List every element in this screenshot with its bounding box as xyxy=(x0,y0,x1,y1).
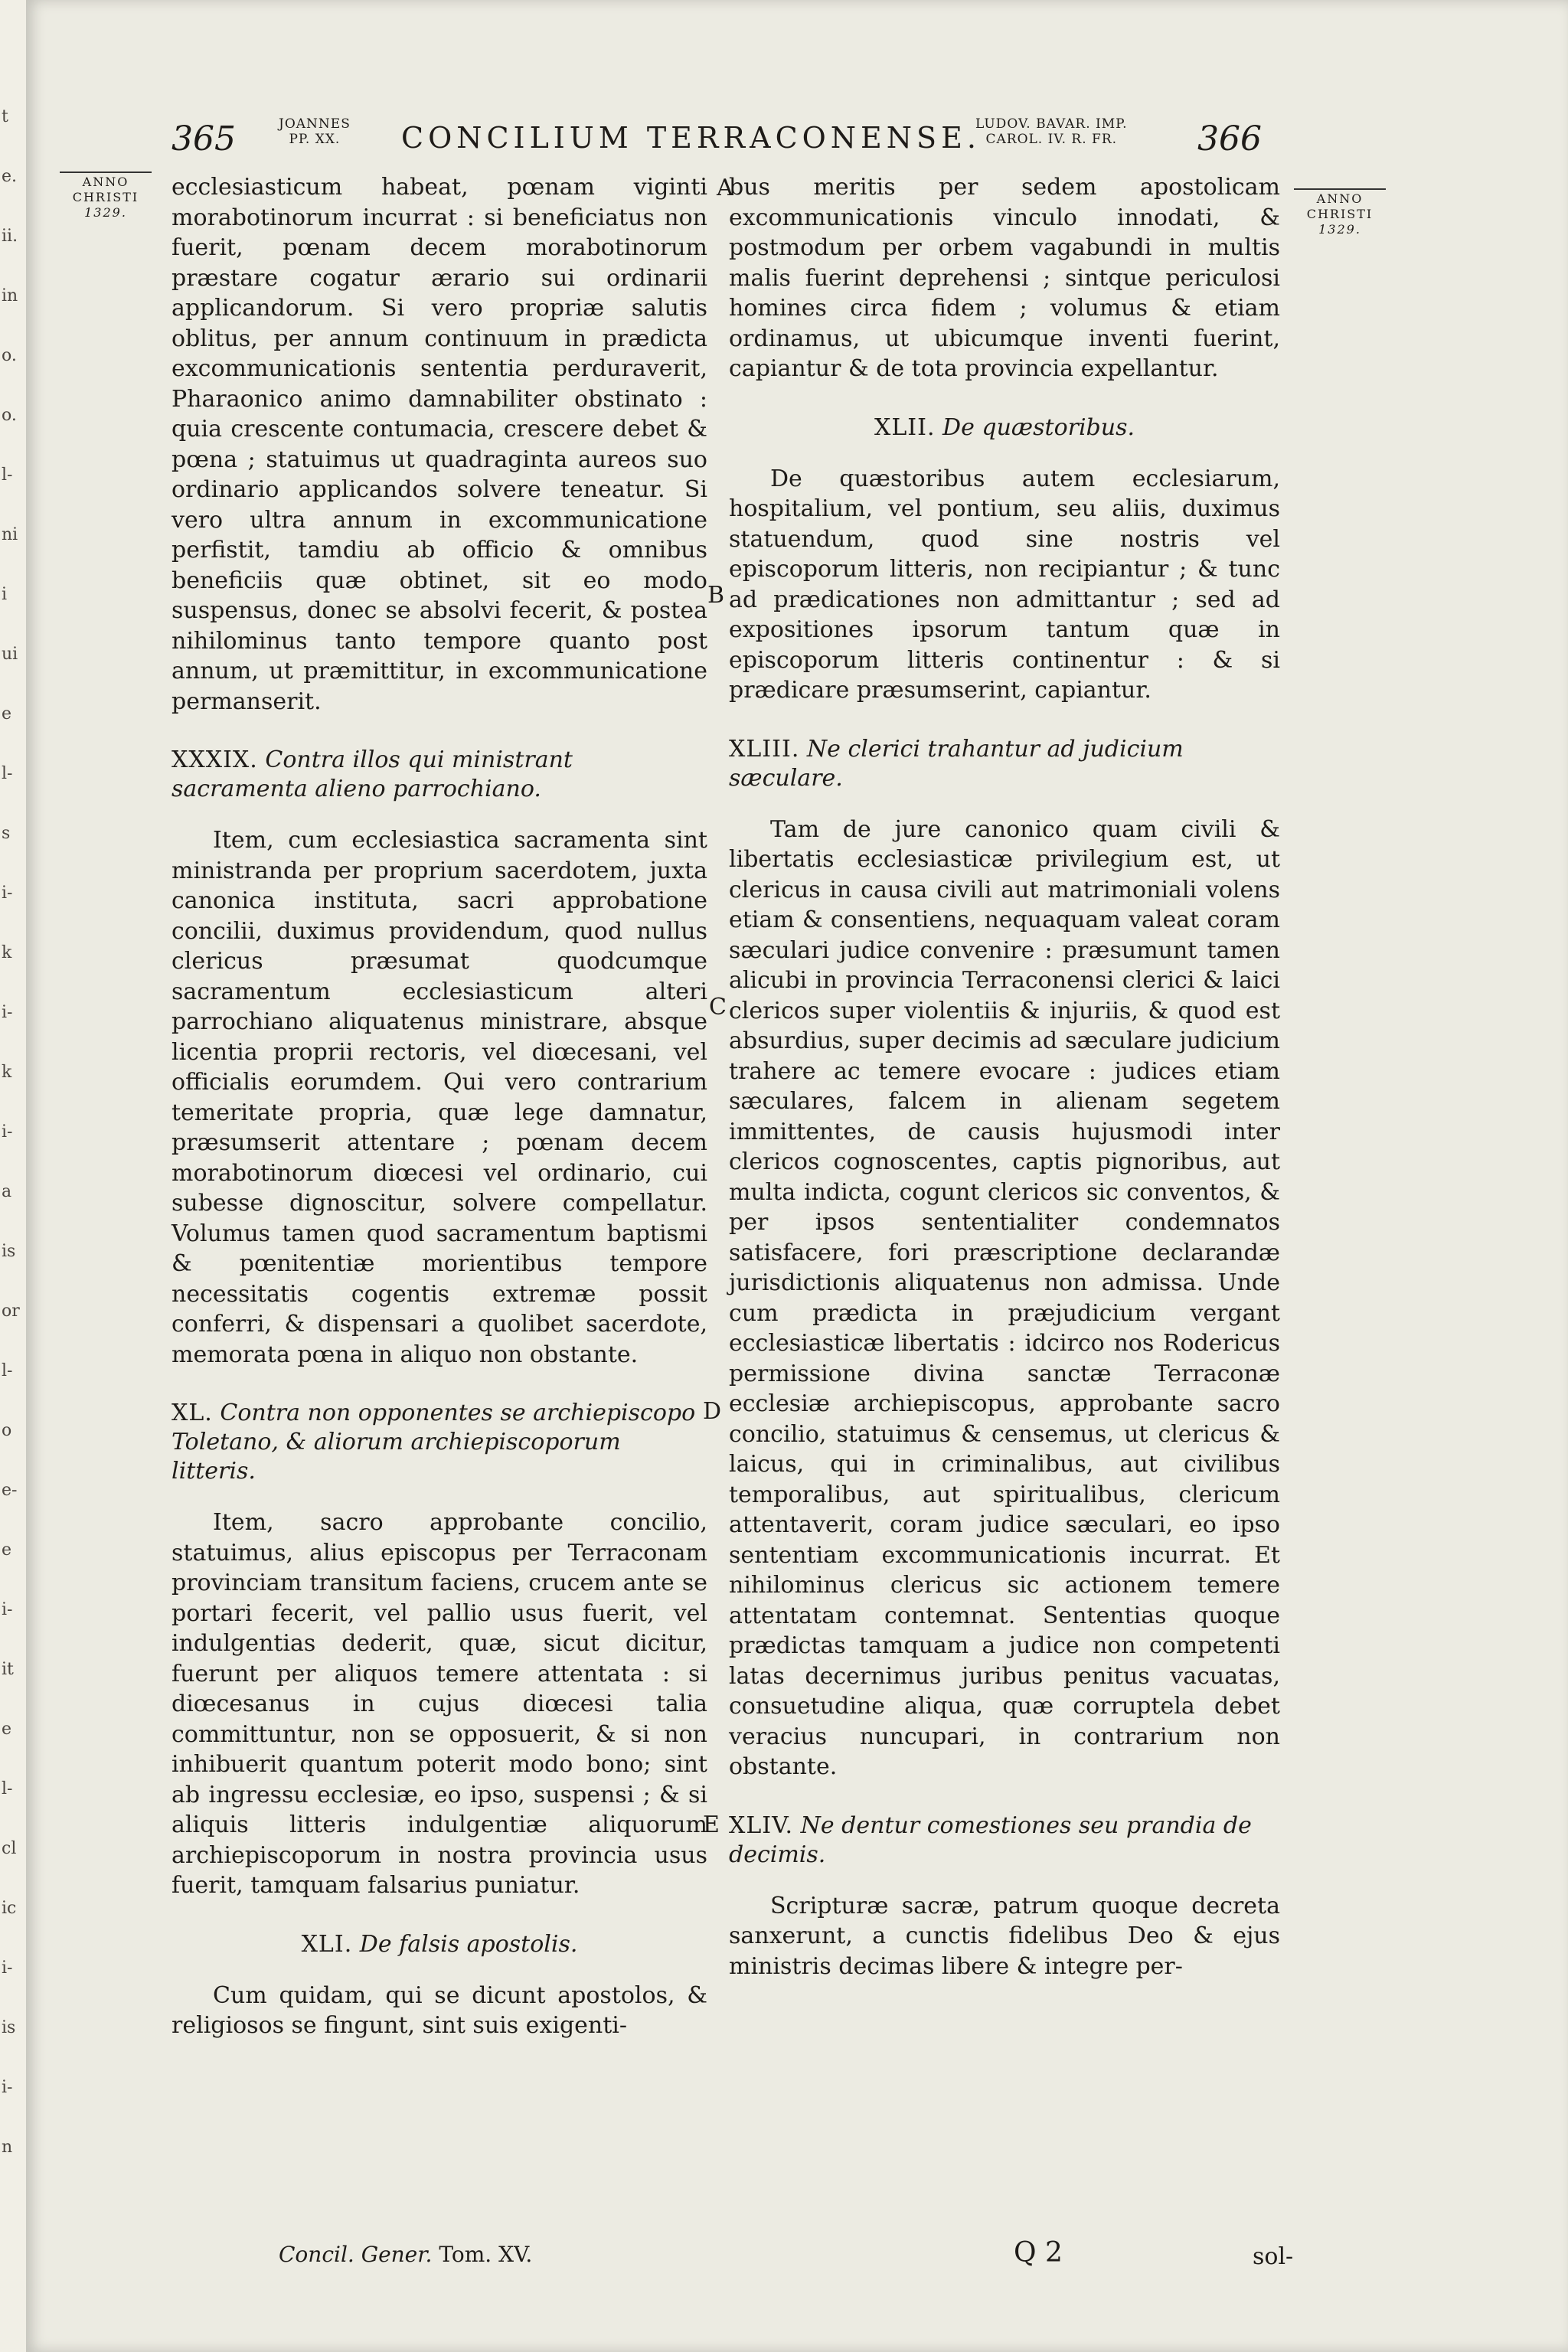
edge-fragment: cl xyxy=(2,1839,17,1858)
paragraph-39: Item, cum ecclesiastica sacramenta sint ministranda per proprium sacerdotem, juxta canonica instituta, sacri approbatione concilii, duximus providendum, quod nullus clericus præsumat quodcumque sacramentum ecclesiasticum alteri parrochiano aliquatenus ministrare, absque licentia proprii rectoris, vel diœcesani, vel officialis eorumdem. Qui vero contrarium temeritate propria, quæ lege damnatur, præsumserit attentare ; pœnam decem morabotinorum diœcesi vel ordinario, cui subesse dignoscitur, solvere compellatur. Volumus tamen quod sacramentum baptismi & pœnitentiæ morientibus tempore necessitatis cogentis extremæ possit conferri, & dispensari a quolibet sacerdote, memorata pœna in aliquo non obstante. xyxy=(172,827,707,1368)
page-number-left: 365 xyxy=(172,119,236,158)
edge-fragment: o. xyxy=(2,406,17,425)
chapter-number: XLII. xyxy=(874,413,936,441)
edge-fragment: l- xyxy=(2,764,13,783)
volume-reference xyxy=(279,2242,532,2267)
section-marker-c: C xyxy=(709,994,727,1021)
year-margin-right xyxy=(1294,188,1386,237)
edge-fragment: e xyxy=(2,1540,12,1560)
year-value: 1329. xyxy=(1318,222,1361,237)
catchword: sol- xyxy=(1253,2243,1294,2270)
chapter-title: Contra illos qui ministrant sacramenta alieno parrochiano. xyxy=(172,746,573,802)
chapter-number: XLIV. xyxy=(729,1811,794,1839)
chapter-title: De falsis apostolis. xyxy=(359,1930,578,1958)
paragraph-40: Item, sacro approbante concilio, statuimus, alius episcopus per Terraconam provinciam transitum faciens, crucem ante se portari fecerit, vel pallio usus fuerit, vel indulgentias dederit, quæ, sicut dicitur, fuerunt per aliquos temere attentata : si diœcesanus in cujus diœcesi talia committuntur, non se opposuerit, & si non inhibuerit quantum poterit modo bono; sint ab ingressu ecclesiæ, eo ipso, suspensi ; & si aliquis litteris indulgentiæ aliquorum archiepiscoporum in nostra provincia usus fuerit, tamquam falsarius puniatur. xyxy=(172,1509,707,1899)
edge-fragment: i- xyxy=(2,1600,13,1619)
chapter-number: XXXIX. xyxy=(172,746,258,773)
edge-fragment: or xyxy=(2,1302,20,1321)
edge-fragment: o xyxy=(2,1421,12,1440)
edge-fragment: t xyxy=(2,107,8,126)
anno-word: ANNO xyxy=(1316,191,1364,206)
chapter-number: XLI. xyxy=(301,1930,353,1958)
chapter-title: Ne dentur comestiones seu prandia de decimis. xyxy=(729,1811,1252,1868)
paragraph-continued: ecclesiasticum habeat, pœnam viginti morabotinorum incurrat : si beneficiatus non fuerit, pœnam decem morabotinorum præstare cogatur ærario sui ordinarii applicandorum. Si vero propriæ salutis oblitus, per annum continuum in prædicta excommunicationis sententia perduraverit, Pharaonico animo damnabiliter obstinato : quia crescente contumacia, crescere debet & pœna ; statuimus ut quadraginta aureos suo ordinario applicandos solvere teneatur. Si vero ultra annum in excommunicatione perfistit, tamdiu ab officio & omnibus beneficiis quæ obtinet, sit eo modo suspensus, donec se absolvi fecerit, & postea nihilominus tanto tempore quanto post annum, ut præmittitur, in excommunicatione permanserit. xyxy=(172,174,707,715)
paragraph-42: De quæstoribus autem ecclesiarum, hospitalium, vel pontium, seu aliis, duximus statuendum, quod sine nostris vel episcoporum litteris, non recipiantur ; & tunc ad prædicationes non admittantur ; sed ad expositiones ipsorum tantum quæ in episcoporum litteris continentur : & si prædicare præsumserint, capiantur. xyxy=(729,465,1280,704)
edge-fragment: a xyxy=(2,1182,12,1201)
edge-fragment: i- xyxy=(2,884,13,903)
emperor-line-2: CAROL. IV. R. FR. xyxy=(985,132,1118,147)
edge-fragment: is xyxy=(2,2018,16,2037)
chapter-title: Ne clerici trahantur ad judicium sæculare. xyxy=(729,735,1184,792)
edge-fragment: i- xyxy=(2,2078,13,2097)
chapter-title: De quæstoribus. xyxy=(942,413,1135,441)
pope-line-2: PP. XX. xyxy=(289,132,341,147)
edge-fragment: n xyxy=(2,2138,13,2157)
edge-fragment: e. xyxy=(2,167,18,186)
chapter-number: XL. xyxy=(172,1400,213,1426)
edge-fragment: l- xyxy=(2,1779,13,1798)
paragraph-41: Cum quidam, qui se dicunt apostolos, & religiosos se fingunt, sint suis exigenti- xyxy=(172,1981,707,2039)
chapter-heading-44 xyxy=(729,1811,1280,1870)
volume-number: Tom. XV. xyxy=(439,2242,533,2267)
chapter-heading-39 xyxy=(172,746,707,804)
edge-fragment: i- xyxy=(2,1122,13,1142)
adjacent-page-edge xyxy=(0,0,28,2352)
page-number-right: 366 xyxy=(1197,119,1262,158)
edge-fragment: i xyxy=(2,585,8,604)
edge-fragment: i- xyxy=(2,1003,13,1022)
edge-fragment: o. xyxy=(2,346,17,365)
section-marker-a: A xyxy=(717,175,733,201)
left-column xyxy=(172,172,707,2041)
right-column xyxy=(729,172,1280,1981)
edge-fragment: ui xyxy=(2,645,18,664)
pope-label xyxy=(279,116,351,147)
edge-fragment: ic xyxy=(2,1899,17,1918)
edge-fragment: ii. xyxy=(2,227,18,246)
chapter-heading-42 xyxy=(729,413,1280,443)
paragraph-continued: bus meritis per sedem apostolicam excommunicationis vinculo innodati, & postmodum per orbem vagabundi in multis malis fuerint deprehensi ; sintque periculosi homines circa fidem ; volumus & etiam ordinamus, ut ubicumque inventi fuerint, capiantur & de tota provincia expellantur. xyxy=(729,174,1280,382)
year-value: 1329. xyxy=(84,205,127,220)
edge-fragment: e- xyxy=(2,1481,18,1500)
section-marker-b: B xyxy=(707,582,725,609)
section-marker-e: E xyxy=(703,1811,720,1838)
chapter-heading-43 xyxy=(729,735,1280,793)
christi-word: CHRISTI xyxy=(72,190,139,204)
edge-fragment: e xyxy=(2,704,12,724)
edge-fragment: ni xyxy=(2,525,18,544)
volume-title: Concil. Gener. xyxy=(279,2242,433,2267)
edge-fragment: l- xyxy=(2,466,13,485)
edge-fragment: i- xyxy=(2,1958,13,1978)
section-marker-d: D xyxy=(703,1398,722,1425)
edge-fragment: is xyxy=(2,1242,16,1261)
edge-fragment: l- xyxy=(2,1361,13,1380)
paragraph-44: Scripturæ sacræ, patrum quoque decreta sanxerunt, a cunctis fidelibus Deo & ejus ministris decimas libere & integre per- xyxy=(729,1892,1280,1980)
chapter-heading-40 xyxy=(172,1399,707,1486)
page-title: CONCILIUM TERRACONENSE. xyxy=(401,121,981,155)
chapter-number: XLIII. xyxy=(729,735,800,763)
edge-fragment: k xyxy=(2,943,12,962)
year-margin-left xyxy=(60,172,152,220)
emperor-label xyxy=(975,116,1128,147)
edge-fragment: k xyxy=(2,1063,12,1082)
running-header xyxy=(26,115,1568,176)
edge-fragment: it xyxy=(2,1660,14,1679)
chapter-heading-41 xyxy=(172,1930,707,1959)
paragraph-43: Tam de jure canonico quam civili & libertatis ecclesiasticæ privilegium est, ut clericus in causa civili aut matrimoniali volens etiam & consentiens, nequaquam valeat coram sæculari judice convenire : præsumunt tamen alicubi in provincia Terraconensi clerici & laici clericos super violentiis & injuriis, & quod est absurdius, super decimis ad sæculare judicium trahere ac temere evocare : judices etiam sæculares, falcem in alienam segetem immittentes, de causis hujusmodi inter clericos cognoscentes, captis pignoribus, aut multa indicta, cogunt clericos sic conventos, & per ipsos sententialiter condemnatos satisfacere, fori præscriptione declarandæ jurisdictionis aliquatenus non admissa. Unde cum prædicta in præjudicium vergant ecclesiasticæ libertatis : idcirco nos Rodericus permissione divina sanctæ Terraconæ ecclesiæ archiepiscopus, approbante sacro concilio, statuimus & censemus, ut clericus & laicus, qui in criminalibus, aut civilibus temporalibus, aut spiritualibus, clericum attentaverit, coram judice sæculari, eo ipso sententiam excommunicationis incurrat. Et nihilominus clericus sic actionem temere attentatam contemnat. Sententias quoque prædictas tamquam a judice non competenti latas decernimus juribus penitus vacuatas, consuetudine aliqua, quæ corruptela debet veracius nuncupari, in contrarium non obstante. xyxy=(729,815,1280,1780)
signature-mark: Q 2 xyxy=(1014,2237,1063,2269)
emperor-line-1: LUDOV. BAVAR. IMP. xyxy=(975,116,1128,132)
edge-fragment: s xyxy=(2,824,11,843)
christi-word: CHRISTI xyxy=(1306,207,1374,221)
edge-fragment: in xyxy=(2,286,18,305)
chapter-title: Contra non opponentes se archiepiscopo Toletano, & aliorum archiepiscoporum litteris. xyxy=(172,1400,696,1485)
book-page xyxy=(26,0,1568,2352)
pope-line-1: JOANNES xyxy=(279,116,351,132)
edge-fragment: e xyxy=(2,1720,12,1739)
anno-word: ANNO xyxy=(82,175,129,189)
